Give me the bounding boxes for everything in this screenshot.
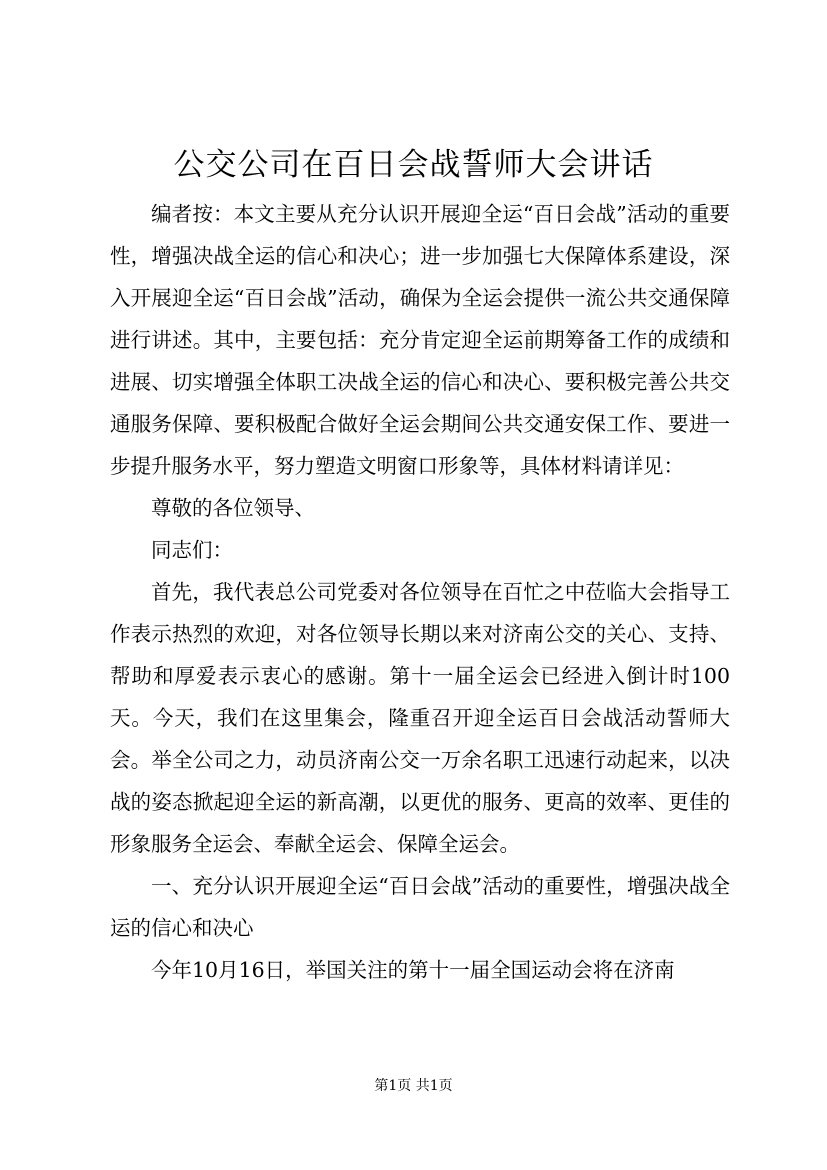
section-1-paragraph: 今年10月16日，举国关注的第十一届全国运动会将在济南 bbox=[151, 958, 675, 982]
document-body bbox=[110, 193, 730, 991]
editor-note-paragraph: 编者按：本文主要从充分认识开展迎全运“百日会战”活动的重要性，增强决战全运的信心和决心；进一步加强七大保障体系建设，深入开展迎全运“百日会战”活动，确保为全运会提供一流公共交通保障进行讲述。其中，主要包括：充分肯定迎全运前期筹备工作的成绩和进展、切实增强全体职工决战全运的信心和决心、要积极完善公共交通服务保障、要积极配合做好全运会期间公共交通安保工作、要进一步提升服务水平，努力塑造文明窗口形象等，具体材料请详见： bbox=[110, 202, 730, 478]
opening-paragraph: 首先，我代表总公司党委对各位领导在百忙之中莅临大会指导工作表示热烈的欢迎，对各位领导长期以来对济南公交的关心、支持、帮助和厚爱表示衷心的感谢。第十一届全运会已经进入倒计时100天。今天，我们在这里集会，隆重召开迎全运百日会战活动誓师大会。举全公司之力，动员济南公交一万余名职工迅速行动起来，以决战的姿态掀起迎全运的新高潮，以更优的服务、更高的效率、更佳的形象服务全运会、奉献全运会、保障全运会。 bbox=[110, 580, 730, 856]
salutation-comrades: 同志们： bbox=[151, 538, 233, 562]
page-footer: 第1页 共1页 bbox=[374, 1078, 453, 1094]
document-title: 公交公司在百日会战誓师大会讲话 bbox=[173, 147, 654, 183]
salutation-leaders: 尊敬的各位领导、 bbox=[151, 496, 315, 520]
section-heading-1: 一、充分认识开展迎全运“百日会战”活动的重要性，增强决战全运的信心和决心 bbox=[110, 874, 730, 940]
